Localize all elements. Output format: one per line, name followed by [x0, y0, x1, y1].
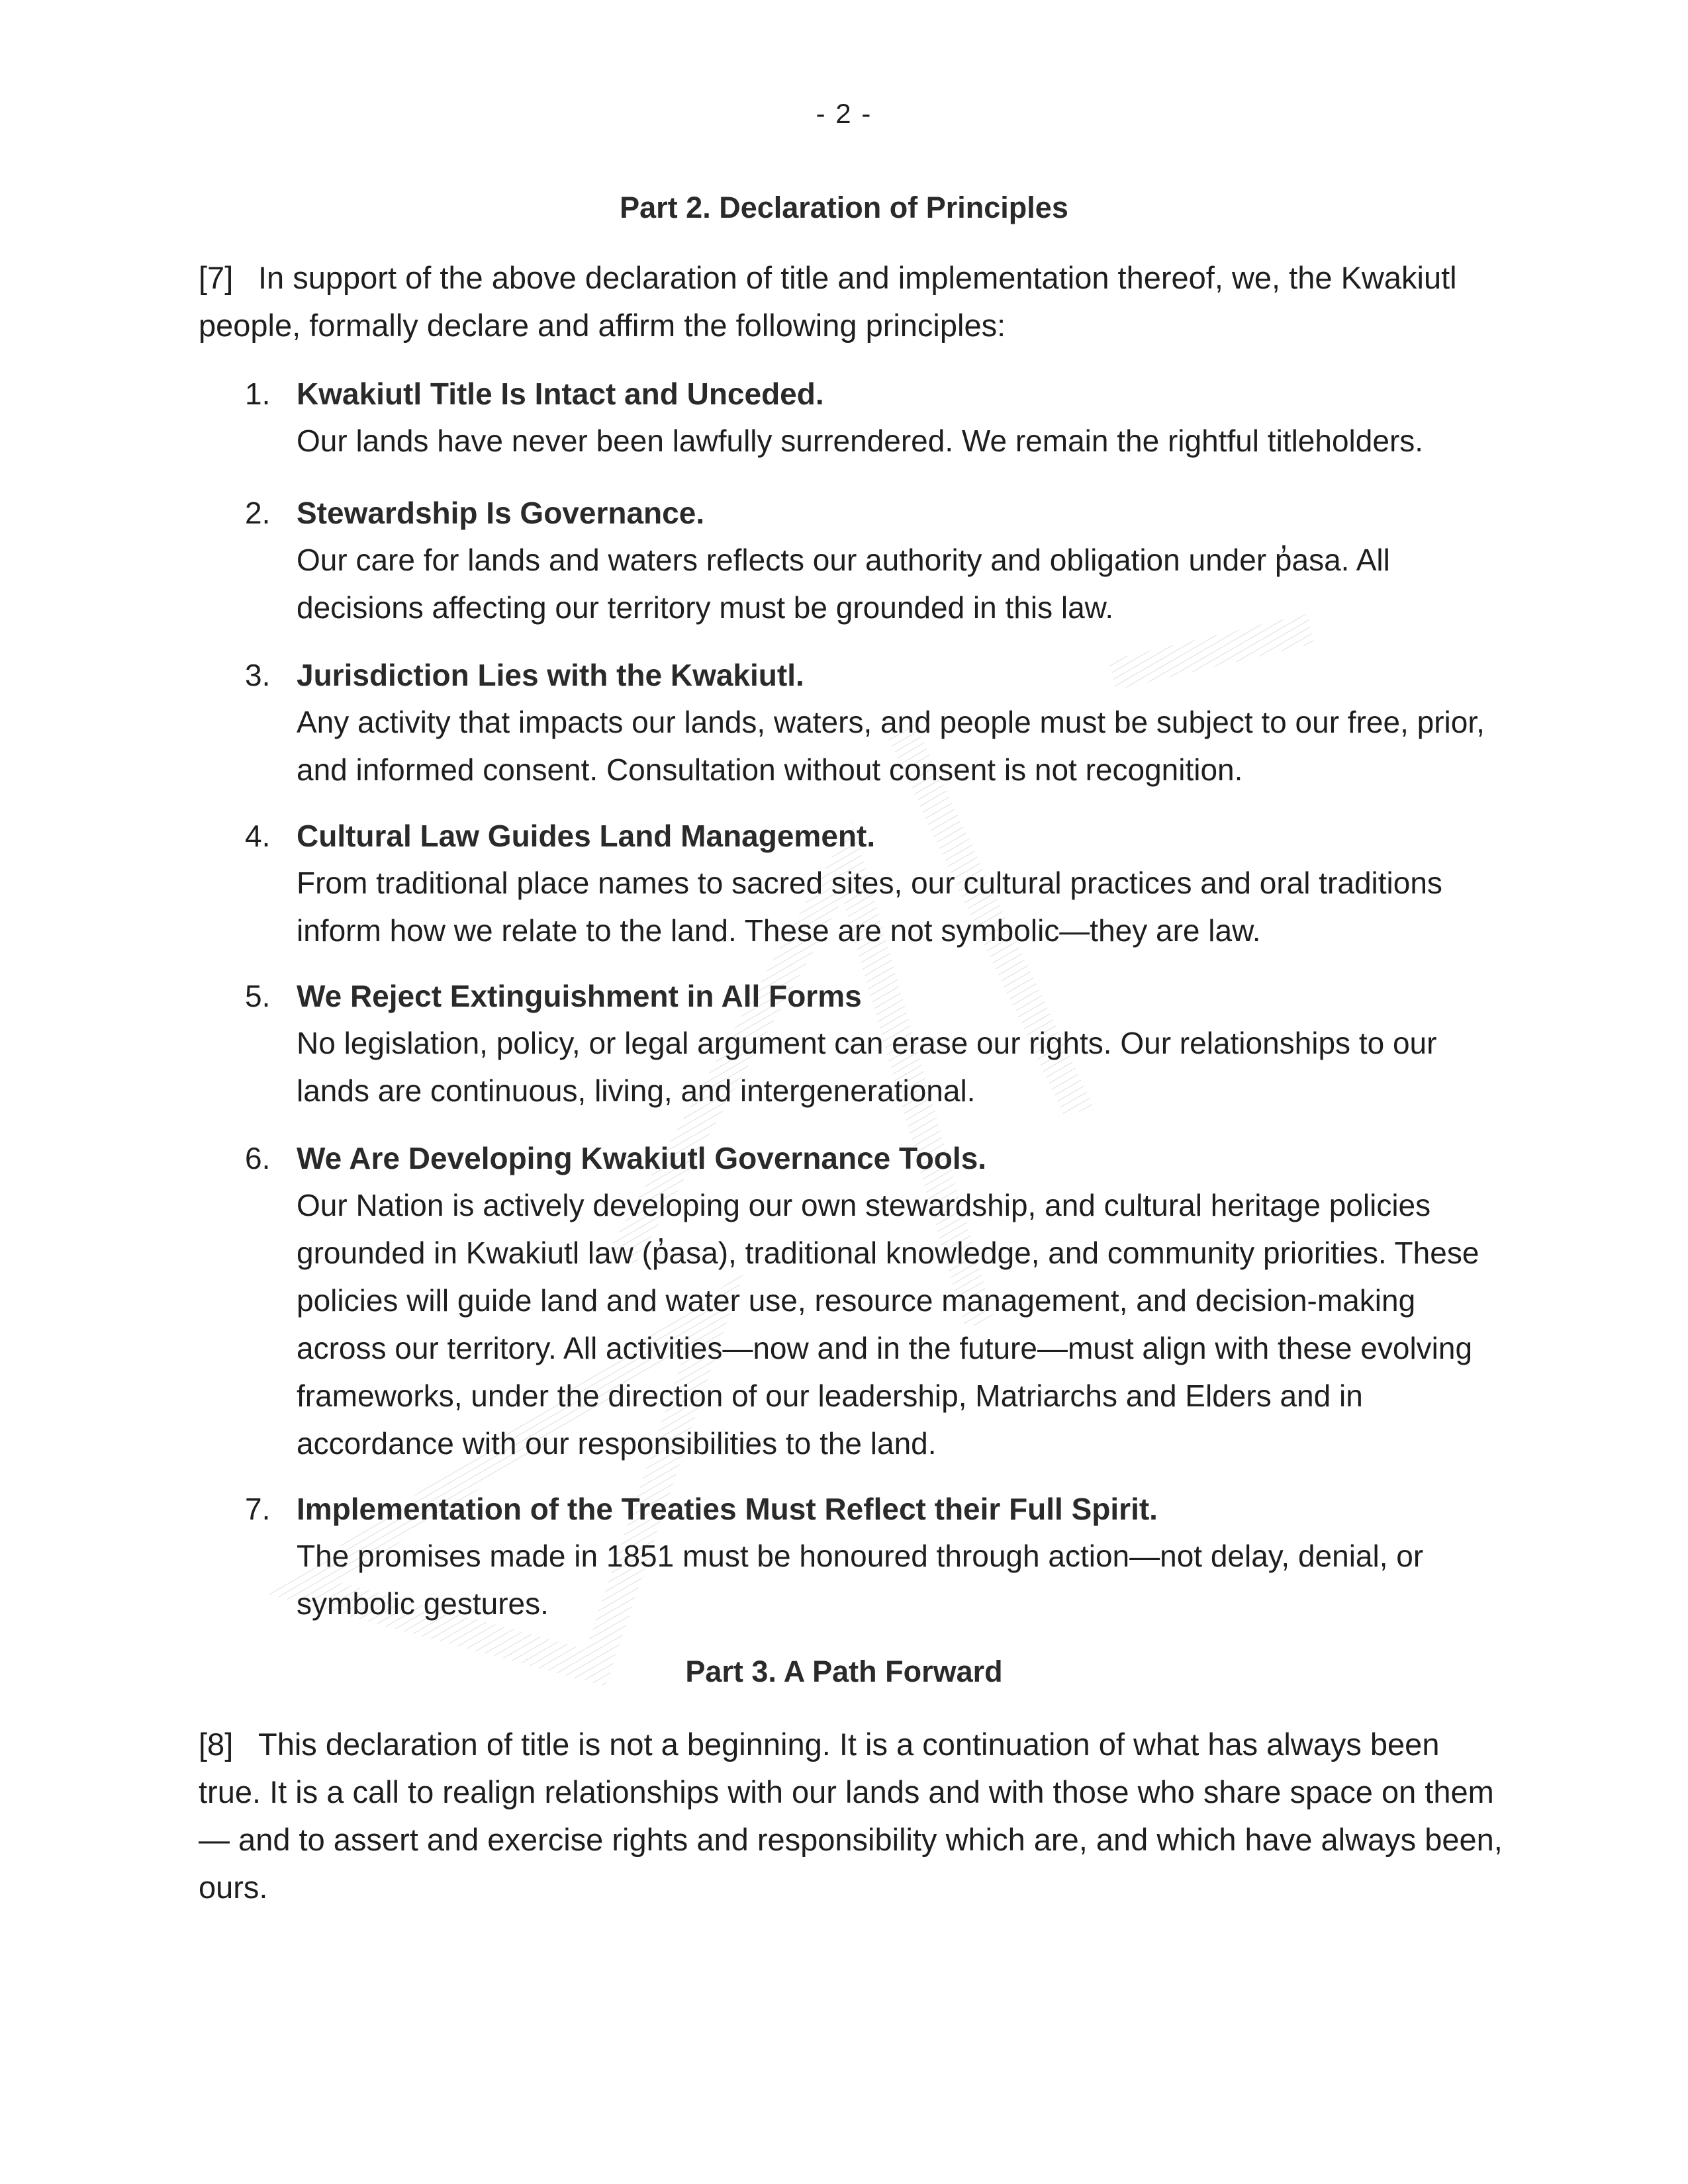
page-number: - 2 -	[816, 98, 872, 129]
principle-number: 5.	[245, 979, 271, 1013]
principle-number: 7.	[245, 1492, 271, 1526]
principle-title: Jurisdiction Lies with the Kwakiutl.	[297, 658, 804, 692]
principle-title: We Are Developing Kwakiutl Governance Tools.	[297, 1141, 987, 1175]
principle-body: Our care for lands and waters reflects our authority and obligation under p̓asa. All decisions affecting our territory must be grounded in this law.	[297, 543, 1390, 625]
paragraph-number: [8]	[199, 1727, 234, 1762]
paragraph-7	[199, 254, 1509, 349]
principle-body: Our Nation is actively developing our own stewardship, and cultural heritage policies grounded in Kwakiutl law (p̓asa), traditional knowledge, and community priorities. These policies will guide land and water use, resource management, and decision-making across our territory. All activities—now and in the future—must align with these evolving frameworks, under the direction of our leadership, Matriarchs and Elders and in accordance with our responsibilities to the land.	[297, 1188, 1479, 1461]
principle-number: 2.	[245, 496, 271, 530]
principle-title: Cultural Law Guides Land Management.	[297, 819, 876, 853]
paragraph-text: This declaration of title is not a beginning. It is a continuation of what has always been true. It is a call to realign relationships with our lands and with those who share space on them — and to assert and exercise rights and responsibility which are, and which have always been, ours.	[199, 1727, 1503, 1905]
principle-number: 4.	[245, 819, 271, 853]
principle-title: We Reject Extinguishment in All Forms	[297, 979, 862, 1013]
principle-number: 3.	[245, 658, 271, 692]
principle-body: No legislation, policy, or legal argument can erase our rights. Our relationships to our lands are continuous, living, and intergenerational.	[297, 1026, 1437, 1108]
principle-body: Any activity that impacts our lands, waters, and people must be subject to our free, prior, and informed consent. Consultation without consent is not recognition.	[297, 705, 1485, 787]
paragraph-number: [7]	[199, 260, 234, 295]
principle-body: Our lands have never been lawfully surrendered. We remain the rightful titleholders.	[297, 424, 1424, 458]
principle-title: Implementation of the Treaties Must Reflect their Full Spirit.	[297, 1492, 1158, 1526]
paragraph-text: In support of the above declaration of title and implementation thereof, we, the Kwakiutl people, formally declare and affirm the following principles:	[199, 260, 1457, 343]
principle-number: 1.	[245, 377, 271, 411]
principle-title: Stewardship Is Governance.	[297, 496, 705, 530]
principle-body: The promises made in 1851 must be honoured through action—not delay, denial, or symbolic gestures.	[297, 1539, 1424, 1621]
part-2-heading: Part 2. Declaration of Principles	[620, 191, 1068, 224]
paragraph-8	[199, 1721, 1509, 1911]
principle-title: Kwakiutl Title Is Intact and Unceded.	[297, 377, 824, 411]
part-3-heading: Part 3. A Path Forward	[685, 1655, 1003, 1688]
principle-number: 6.	[245, 1141, 271, 1175]
principle-body: From traditional place names to sacred sites, our cultural practices and oral traditions inform how we relate to the land. These are not symbolic—they are law.	[297, 866, 1442, 948]
